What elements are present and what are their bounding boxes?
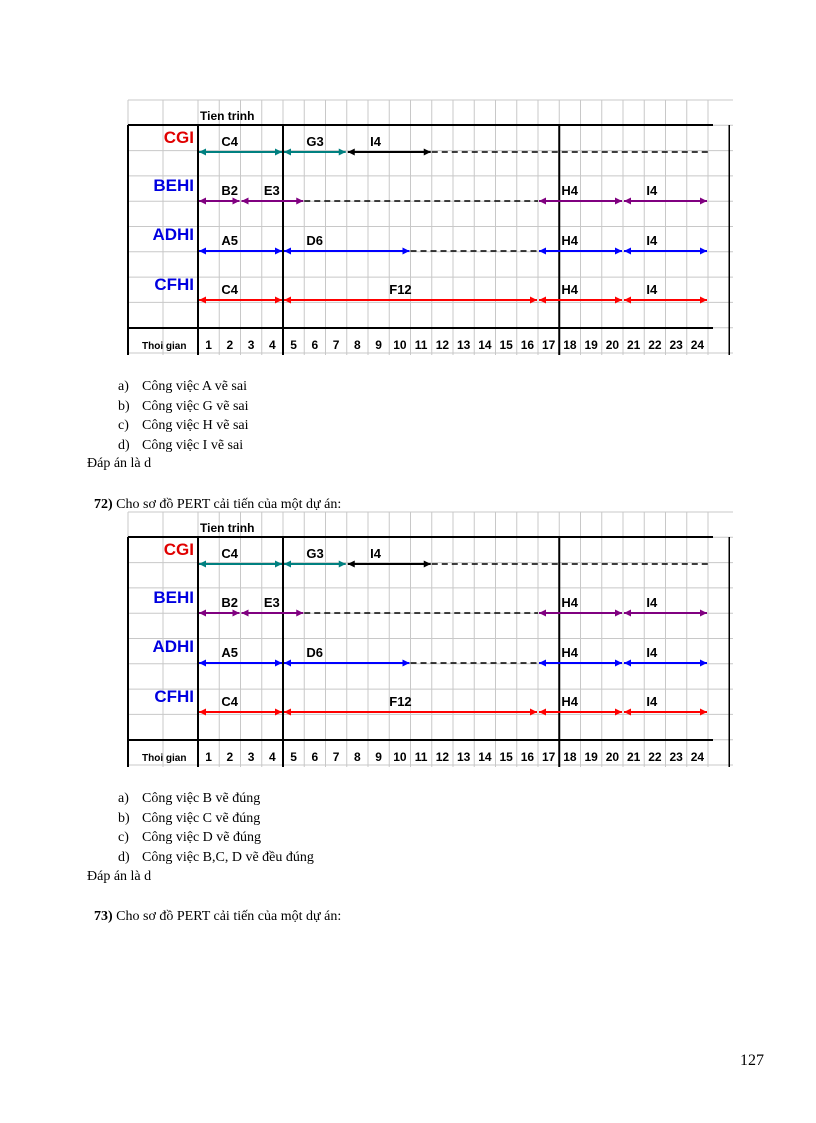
q71-option-a xyxy=(118,377,249,397)
time-tick: 13 xyxy=(456,750,471,764)
arrow-head-left xyxy=(199,561,206,568)
time-tick: 2 xyxy=(226,338,234,352)
time-tick: 23 xyxy=(669,750,683,764)
arrow-head-left xyxy=(539,610,546,617)
task-label: B2 xyxy=(221,595,238,610)
arrow-head-left xyxy=(539,660,546,667)
path-label: BEHI xyxy=(153,176,194,195)
option-text: Công việc B vẽ đúng xyxy=(142,791,261,806)
time-tick: 7 xyxy=(332,750,340,764)
task-label: D6 xyxy=(306,645,323,660)
q72-option-a xyxy=(118,789,314,809)
task-label: H4 xyxy=(561,183,578,198)
time-tick: 16 xyxy=(520,338,535,352)
arrow-head-left xyxy=(624,198,631,205)
option-letter: b) xyxy=(118,398,130,414)
q71-answer: Đáp án là d xyxy=(87,456,152,471)
time-tick: 1 xyxy=(205,338,212,352)
q72-heading xyxy=(94,497,341,513)
arrow-head-right xyxy=(275,561,282,568)
option-text: Công việc G vẽ sai xyxy=(142,398,249,414)
arrow-head-left xyxy=(284,660,291,667)
arrow-head-left xyxy=(624,610,631,617)
time-tick: 19 xyxy=(584,750,598,764)
arrow-head-right xyxy=(700,198,707,205)
arrow-head-right xyxy=(339,561,346,568)
arrow-head-left xyxy=(539,248,546,255)
task-label: F12 xyxy=(389,282,412,297)
time-tick: 24 xyxy=(690,750,705,764)
task-label: I4 xyxy=(646,183,658,198)
option-letter: d) xyxy=(118,437,130,453)
path-label: BEHI xyxy=(153,588,194,607)
time-tick: 22 xyxy=(648,338,662,352)
task-label: E3 xyxy=(263,183,280,198)
arrow-head-left xyxy=(539,198,546,205)
time-tick: 10 xyxy=(393,750,407,764)
arrow-head-right xyxy=(233,198,240,205)
arrow-head-right xyxy=(700,660,707,667)
q73-number: 73) xyxy=(94,909,113,924)
arrow-head-left xyxy=(242,610,249,617)
time-axis-label: Thoi gian xyxy=(142,341,187,352)
arrow-head-right xyxy=(233,610,240,617)
path-label: CGI xyxy=(163,128,194,147)
time-tick: 3 xyxy=(247,338,255,352)
path-label: CFHI xyxy=(154,275,194,294)
time-tick: 6 xyxy=(311,750,319,764)
arrow-head-left xyxy=(348,149,355,156)
path-label: CGI xyxy=(163,540,194,559)
option-letter: d) xyxy=(118,849,130,865)
time-tick: 17 xyxy=(541,338,556,352)
time-tick: 4 xyxy=(269,750,276,764)
task-label: H4 xyxy=(561,694,578,709)
arrow-head-right xyxy=(403,248,410,255)
time-tick: 11 xyxy=(414,338,428,352)
time-tick: 8 xyxy=(354,338,361,352)
option-text: Công việc C vẽ đúng xyxy=(142,810,261,826)
arrow-head-left xyxy=(284,149,291,156)
option-letter: c) xyxy=(118,418,129,433)
pert-chart-1-svg xyxy=(128,100,733,355)
pert-chart-2-svg xyxy=(128,512,733,767)
option-text: Công việc B,C, D vẽ đều đúng xyxy=(142,849,314,865)
task-label: E3 xyxy=(263,595,280,610)
arrow-head-left xyxy=(199,198,206,205)
time-tick: 13 xyxy=(456,338,471,352)
q73-heading xyxy=(94,909,341,925)
task-label: I4 xyxy=(646,282,658,297)
time-tick: 3 xyxy=(247,750,255,764)
time-tick: 19 xyxy=(584,338,598,352)
task-label: I4 xyxy=(646,595,658,610)
option-letter: b) xyxy=(118,810,130,826)
time-tick: 16 xyxy=(520,750,535,764)
arrow-head-right xyxy=(615,198,622,205)
time-tick: 14 xyxy=(478,750,492,764)
task-label: I4 xyxy=(370,546,381,561)
q71-option-c xyxy=(118,416,249,436)
q72-number: 72) xyxy=(94,497,113,512)
pert-chart-2 xyxy=(128,512,733,767)
task-label: I4 xyxy=(646,233,658,248)
arrow-head-right xyxy=(424,149,431,156)
arrow-head-right xyxy=(700,248,707,255)
q73-prompt: Cho sơ đồ PERT cải tiến của một dự án: xyxy=(116,909,342,924)
time-tick: 9 xyxy=(375,338,382,352)
option-text: Công việc I vẽ sai xyxy=(142,437,244,453)
arrow-head-left xyxy=(624,660,631,667)
time-tick: 8 xyxy=(354,750,361,764)
q72-option-d xyxy=(118,848,314,868)
task-label: A5 xyxy=(221,645,238,660)
arrow-head-right xyxy=(403,660,410,667)
q72-option-c xyxy=(118,828,314,848)
time-tick: 15 xyxy=(499,750,513,764)
task-label: I4 xyxy=(646,645,658,660)
arrow-head-right xyxy=(275,660,282,667)
time-tick: 15 xyxy=(499,338,513,352)
arrow-head-left xyxy=(624,248,631,255)
time-tick: 12 xyxy=(435,750,450,764)
q72-answer: Đáp án là d xyxy=(87,869,152,884)
option-letter: a) xyxy=(118,791,129,806)
task-label: C4 xyxy=(221,134,238,149)
time-tick: 14 xyxy=(478,338,492,352)
arrow-head-left xyxy=(284,248,291,255)
pert-chart-1 xyxy=(128,100,733,355)
time-tick: 4 xyxy=(269,338,276,352)
grid xyxy=(128,512,733,767)
task-label: F12 xyxy=(389,694,412,709)
time-tick: 21 xyxy=(626,750,641,764)
arrow-head-right xyxy=(615,248,622,255)
option-text: Công việc H vẽ sai xyxy=(142,418,249,433)
page-number: 127 xyxy=(740,1052,764,1069)
arrow-head-right xyxy=(275,248,282,255)
task-label: G3 xyxy=(306,134,324,149)
q72-option-b xyxy=(118,809,314,829)
time-tick: 2 xyxy=(226,750,234,764)
time-tick: 18 xyxy=(563,750,577,764)
path-label: ADHI xyxy=(152,637,194,656)
time-tick: 12 xyxy=(435,338,450,352)
time-tick: 20 xyxy=(605,750,620,764)
task-label: H4 xyxy=(561,282,578,297)
option-text: Công việc A vẽ sai xyxy=(142,379,247,394)
task-label: G3 xyxy=(306,546,324,561)
time-tick: 10 xyxy=(393,338,407,352)
path-label: CFHI xyxy=(154,687,194,706)
task-label: H4 xyxy=(561,233,578,248)
arrow-head-right xyxy=(615,610,622,617)
time-tick: 11 xyxy=(414,750,428,764)
task-label: B2 xyxy=(221,183,238,198)
q72-prompt: Cho sơ đồ PERT cải tiến của một dự án: xyxy=(116,497,342,512)
arrow-head-left xyxy=(199,248,206,255)
q71-options xyxy=(118,377,249,455)
time-tick: 5 xyxy=(290,338,297,352)
time-tick: 7 xyxy=(332,338,340,352)
option-letter: a) xyxy=(118,379,129,394)
arrow-head-right xyxy=(424,561,431,568)
arrow-head-right xyxy=(296,610,303,617)
arrow-head-right xyxy=(615,660,622,667)
time-tick: 23 xyxy=(669,338,683,352)
arrow-head-right xyxy=(296,198,303,205)
task-label: C4 xyxy=(221,546,238,561)
task-label: C4 xyxy=(221,282,238,297)
q71-option-b xyxy=(118,397,249,417)
time-tick: 22 xyxy=(648,750,662,764)
time-tick: 6 xyxy=(311,338,319,352)
time-tick: 9 xyxy=(375,750,382,764)
chart-title: Tien trinh xyxy=(200,521,255,535)
time-tick: 21 xyxy=(626,338,641,352)
arrow-head-left xyxy=(242,198,249,205)
arrow-head-right xyxy=(339,149,346,156)
time-tick: 24 xyxy=(690,338,705,352)
arrow-head-left xyxy=(284,561,291,568)
time-tick: 1 xyxy=(205,750,212,764)
task-label: I4 xyxy=(370,134,381,149)
grid xyxy=(128,100,733,355)
time-tick: 17 xyxy=(541,750,556,764)
time-tick: 20 xyxy=(605,338,620,352)
arrow-head-left xyxy=(199,610,206,617)
task-label: I4 xyxy=(646,694,658,709)
arrow-head-left xyxy=(199,149,206,156)
option-letter: c) xyxy=(118,830,129,845)
task-label: H4 xyxy=(561,645,578,660)
time-axis-label: Thoi gian xyxy=(142,753,187,764)
q72-options xyxy=(118,789,314,867)
arrow-head-left xyxy=(199,660,206,667)
arrow-head-right xyxy=(275,149,282,156)
chart-title: Tien trinh xyxy=(200,109,255,123)
arrow-head-left xyxy=(348,561,355,568)
path-label: ADHI xyxy=(152,225,194,244)
option-text: Công việc D vẽ đúng xyxy=(142,830,261,845)
task-label: A5 xyxy=(221,233,238,248)
time-tick: 18 xyxy=(563,338,577,352)
time-tick: 5 xyxy=(290,750,297,764)
q71-option-d xyxy=(118,436,249,456)
task-label: D6 xyxy=(306,233,323,248)
task-label: C4 xyxy=(221,694,238,709)
task-label: H4 xyxy=(561,595,578,610)
arrow-head-right xyxy=(700,610,707,617)
